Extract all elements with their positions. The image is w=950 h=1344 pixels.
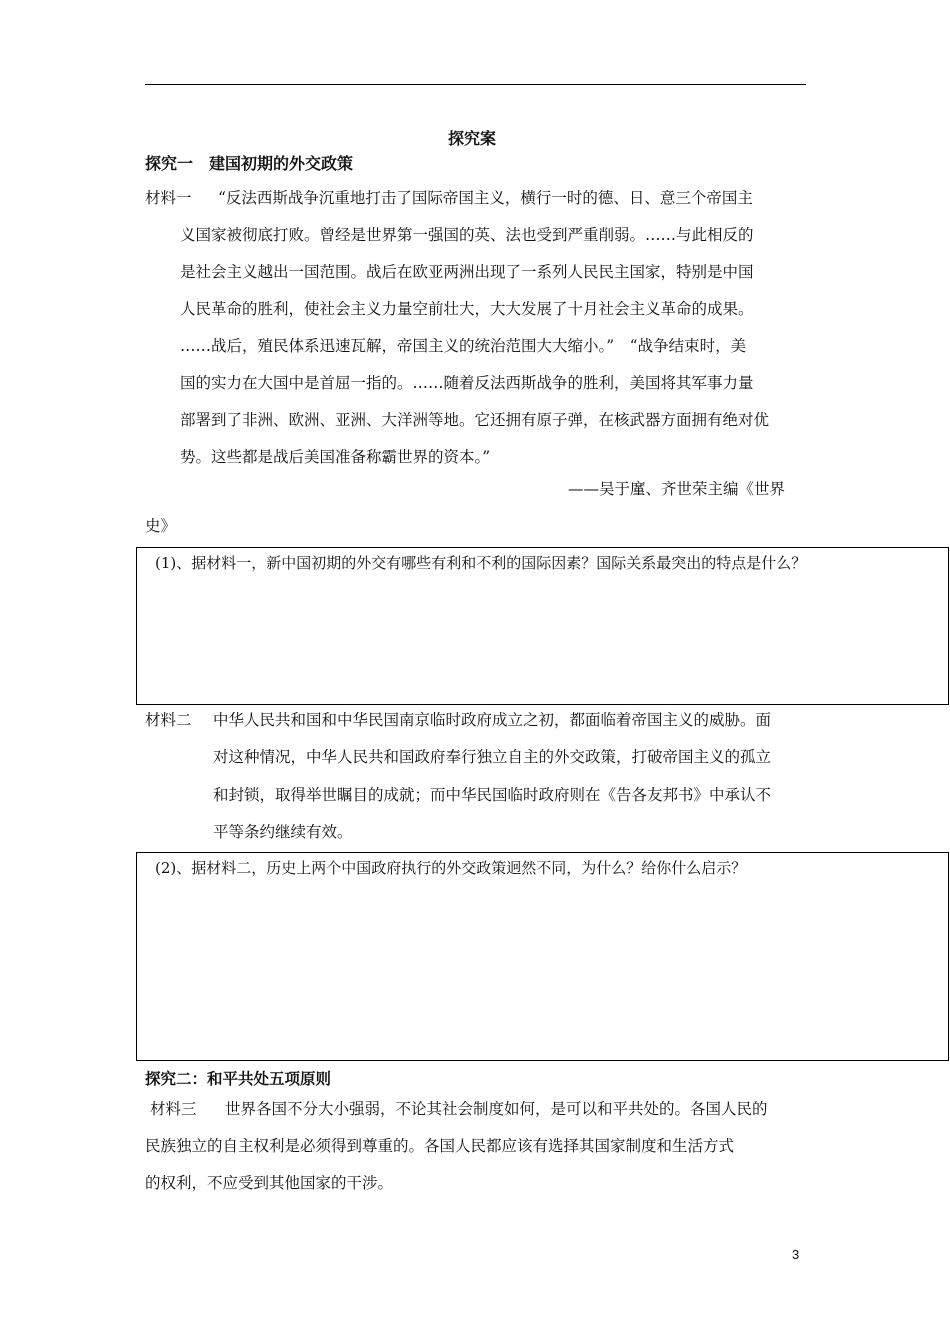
material3-line-2: 民族独立的自主权利是必须得到尊重的。各国人民都应该有选择其国家制度和生活方式 <box>145 1137 735 1155</box>
material2-line-1: 中华人民共和国和中华民国南京临时政府成立之初，都面临着帝国主义的威胁。面 <box>213 711 772 729</box>
material1-line-7: 部署到了非洲、欧洲、亚洲、大洋洲等地。它还拥有原子弹，在核武器方面拥有绝对优 <box>180 411 770 429</box>
question2-answer-box[interactable] <box>136 852 949 1061</box>
material2-line-2: 对这种情况，中华人民共和国政府奉行独立自主的外交政策，打破帝国主义的孤立 <box>213 748 772 766</box>
material1-line-8: 势。这些都是战后美国准备称霸世界的资本。” <box>180 448 491 466</box>
page-title: 探究案 <box>448 129 497 148</box>
material1-source-line1: ——吴于廑、齐世荣主编《世界 <box>568 480 786 498</box>
material1-line-1: “反法西斯战争沉重地打击了国际帝国主义，横行一时的德、日、意三个帝国主 <box>218 189 753 207</box>
material2-line-3: 和封锁，取得举世瞩目的成就；而中华民国临时政府则在《告各友邦书》中承认不 <box>213 786 772 804</box>
question2-text: (2)、据材料二，历史上两个中国政府执行的外交政策迥然不同，为什么？给你什么启示？ <box>155 859 747 877</box>
material1-line-4: 人民革命的胜利，使社会主义力量空前壮大，大大发展了十月社会主义革命的成果。 <box>180 300 754 318</box>
material3-line-1: 世界各国不分大小强弱，不论其社会制度如何，是可以和平共处的。各国人民的 <box>225 1100 768 1118</box>
page-number: 3 <box>792 1247 800 1262</box>
material1-line-3: 是社会主义越出一国范围。战后在欧亚两洲出现了一系列人民民主国家，特别是中国 <box>180 263 754 281</box>
material1-source-line2: 史》 <box>145 517 177 535</box>
question1-text: (1)、据材料一，新中国初期的外交有哪些有利和不利的国际因素？国际关系最突出的特点是什么？ <box>155 554 807 572</box>
material1-label: 材料一 <box>145 189 192 207</box>
material1-line-2: 义国家被彻底打败。曾经是世界第一强国的英、法也受到严重削弱。……与此相反的 <box>180 226 754 244</box>
section2-heading: 探究二：和平共处五项原则 <box>145 1069 332 1088</box>
material3-label: 材料三 <box>150 1100 197 1118</box>
material1-line-6: 国的实力在大国中是首屈一指的。……随着反法西斯战争的胜利，美国将其军事力量 <box>180 374 754 392</box>
header-rule <box>145 84 806 85</box>
section1-heading: 探究一 建国初期的外交政策 <box>145 154 354 173</box>
question1-answer-box[interactable] <box>136 547 949 705</box>
material2-label: 材料二 <box>145 711 192 729</box>
material3-line-3: 的权利，不应受到其他国家的干涉。 <box>145 1174 394 1192</box>
material1-line-5: ……战后，殖民体系迅速瓦解，帝国主义的统治范围大大缩小。” “战争结束时，美 <box>180 337 747 355</box>
material2-line-4: 平等条约继续有效。 <box>213 823 353 841</box>
